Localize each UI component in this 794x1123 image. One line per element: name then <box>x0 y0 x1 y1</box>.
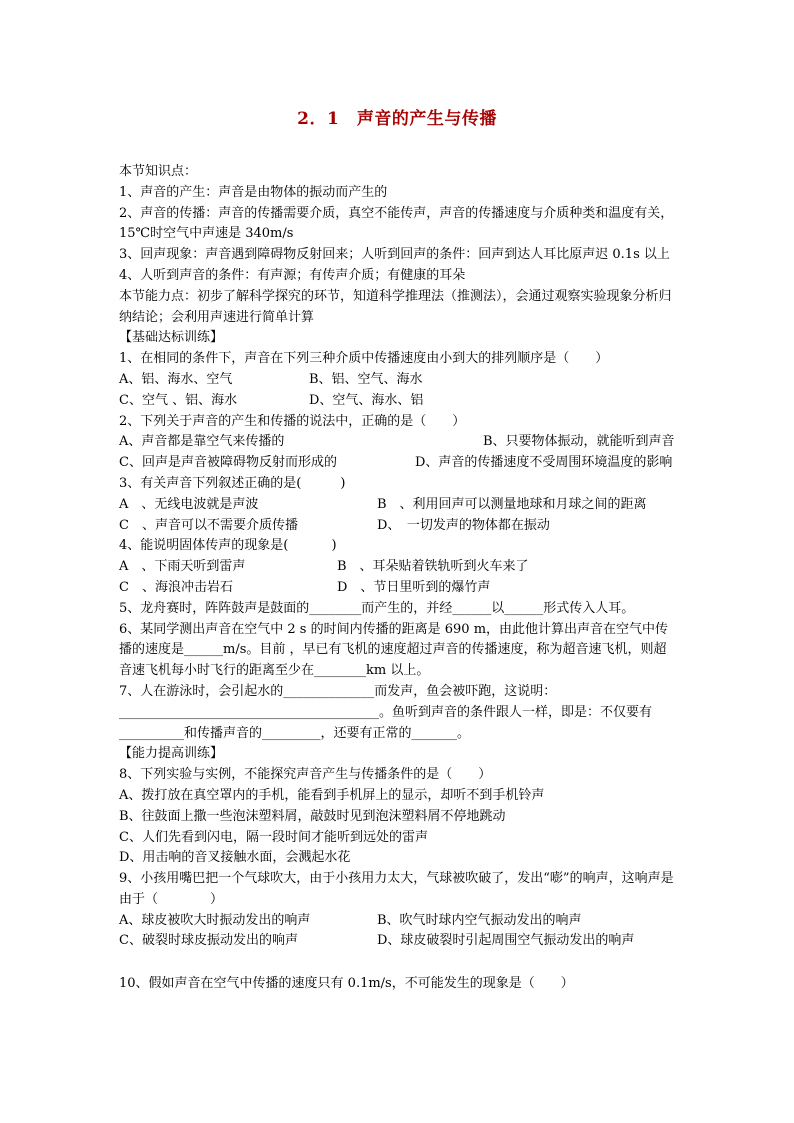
knowledge-item-4: 4、人听到声音的条件：有声源；有传声介质；有健康的耳朵 <box>119 267 466 283</box>
q3-option-c: C 、声音可以不需要介质传播 <box>119 517 298 533</box>
q3-option-b: B 、利用回声可以测量地球和月球之间的距离 <box>377 496 647 512</box>
q9-option-b: B、吹气时球内空气振动发出的响声 <box>377 912 582 928</box>
q4-stem: 4、能说明固体传声的现象是( ) <box>119 538 337 554</box>
q3-option-d: D、 一切发声的物体都在振动 <box>377 517 550 533</box>
q1-option-b: B、铝、空气、海水 <box>309 371 423 387</box>
q9-stem: 9、小孩用嘴巴把一个气球吹大，由于小孩用力太大，气球被吹破了，发出“嘭”的响声，这响声是由于（ ） <box>119 871 674 907</box>
q8-option-d: D、用击响的音叉接触水面，会溅起水花 <box>119 850 351 866</box>
q9-options-row-2 <box>119 931 679 952</box>
q2-option-d: D、声音的传播速度不受周围环境温度的影响 <box>415 455 673 471</box>
q2-option-c: C、回声是声音被障碍物反射而形成的 <box>119 455 337 471</box>
knowledge-item-2: 2、声音的传播：声音的传播需要介质，真空不能传声，声音的传播速度与介质种类和温度有关，15℃时空气中声速是 340m/s <box>119 205 674 242</box>
q7-text: 7、人在游泳时，会引起水的______________而发声，鱼会被吓跑，这说明：________________________________________。鱼听到声音的条件跟人一样，即是：不仅要有__________和传播声音的_________，还要有正常的_______。 <box>119 683 653 741</box>
q3-stem: 3、有关声音下列叙述正确的是( ) <box>119 475 346 491</box>
q8-option-c: C、人们先看到闪电，隔一段时间才能听到远处的雷声 <box>119 829 428 845</box>
knowledge-item-1: 1、声音的产生：声音是由物体的振动而产生的 <box>119 184 388 200</box>
q4-options-row-2 <box>119 578 679 599</box>
q8-stem: 8、下列实验与实例，不能探究声音产生与传播条件的是（ ） <box>119 767 492 783</box>
section-basic-heading: 【基础达标训练】 <box>119 330 224 346</box>
q1-option-c: C、空气 、铝、海水 <box>119 392 238 408</box>
q9-option-a: A、球皮被吹大时振动发出的响声 <box>119 912 311 928</box>
q9-option-d: D、球皮破裂时引起周围空气振动发出的响声 <box>377 933 635 949</box>
q1-options-row-2 <box>119 391 679 412</box>
q4-options-row-1 <box>119 557 679 578</box>
q6-text: 6、某同学测出声音在空气中 2 s 的时间内传播的距离是 690 m，由此他计算出声音在空气中传播的速度是______m/s。目前 ，早已有飞机的速度超过声音的传播速度，称为超音速飞机，则超音速飞机每小时飞行的距离至少在________km 以上。 <box>119 621 669 679</box>
page-title: 2．1 声音的产生与传播 <box>297 109 497 129</box>
q1-stem: 1、在相同的条件下，声音在下列三种介质中传播速度由小到大的排列顺序是（ ） <box>119 351 609 367</box>
spacer <box>119 952 679 974</box>
document-body <box>119 162 679 995</box>
q9-option-c: C、破裂时球皮振动发出的响声 <box>119 933 298 949</box>
q1-option-d: D、空气、海水、铝 <box>309 392 424 408</box>
q2-options-row-1 <box>119 432 679 453</box>
q9-options-row-1 <box>119 911 679 932</box>
q4-option-d: D 、节日里听到的爆竹声 <box>337 579 491 595</box>
knowledge-heading: 本节知识点： <box>119 164 198 179</box>
section-advanced-heading: 【能力提高训练】 <box>119 746 224 762</box>
q4-option-c: C 、海浪冲击岩石 <box>119 579 233 595</box>
q3-option-a: A 、无线电波就是声波 <box>119 496 259 512</box>
q5-text: 5、龙舟赛时，阵阵鼓声是鼓面的________而产生的，并经______以______形式传入人耳。 <box>119 600 635 616</box>
q3-options-row-1 <box>119 495 679 516</box>
q4-option-b: B 、耳朵贴着铁轨听到火车来了 <box>337 559 529 575</box>
q8-option-a: A、拨打放在真空罩内的手机，能看到手机屏上的显示，却听不到手机铃声 <box>119 787 545 803</box>
q2-option-a: A、声音都是靠空气来传播的 <box>119 434 285 450</box>
q2-stem: 2、下列关于声音的产生和传播的说法中，正确的是（ ） <box>119 413 466 429</box>
ability-point: 本节能力点：初步了解科学探究的环节，知道科学推理法（推测法），会通过观察实验现象分析归纳结论；会利用声速进行简单计算 <box>119 288 672 325</box>
knowledge-item-3: 3、回声现象：声音遇到障碍物反射回来；人听到回声的条件：回声到达人耳比原声迟 0.1s 以上 <box>119 247 670 263</box>
q3-options-row-2 <box>119 516 679 537</box>
q10-stem: 10、假如声音在空气中传播的速度只有 0.1m/s，不可能发生的现象是（ ） <box>119 976 574 992</box>
q2-option-b: B、只要物体振动，就能听到声音 <box>483 434 675 450</box>
q1-option-a: A、铝、海水、空气 <box>119 371 233 387</box>
q1-options-row-1 <box>119 370 679 391</box>
q2-options-row-2 <box>119 453 679 474</box>
q8-option-b: B、往鼓面上撒一些泡沫塑料屑，敲鼓时见到泡沫塑料屑不停地跳动 <box>119 808 506 824</box>
q4-option-a: A 、下雨天听到雷声 <box>119 559 246 575</box>
